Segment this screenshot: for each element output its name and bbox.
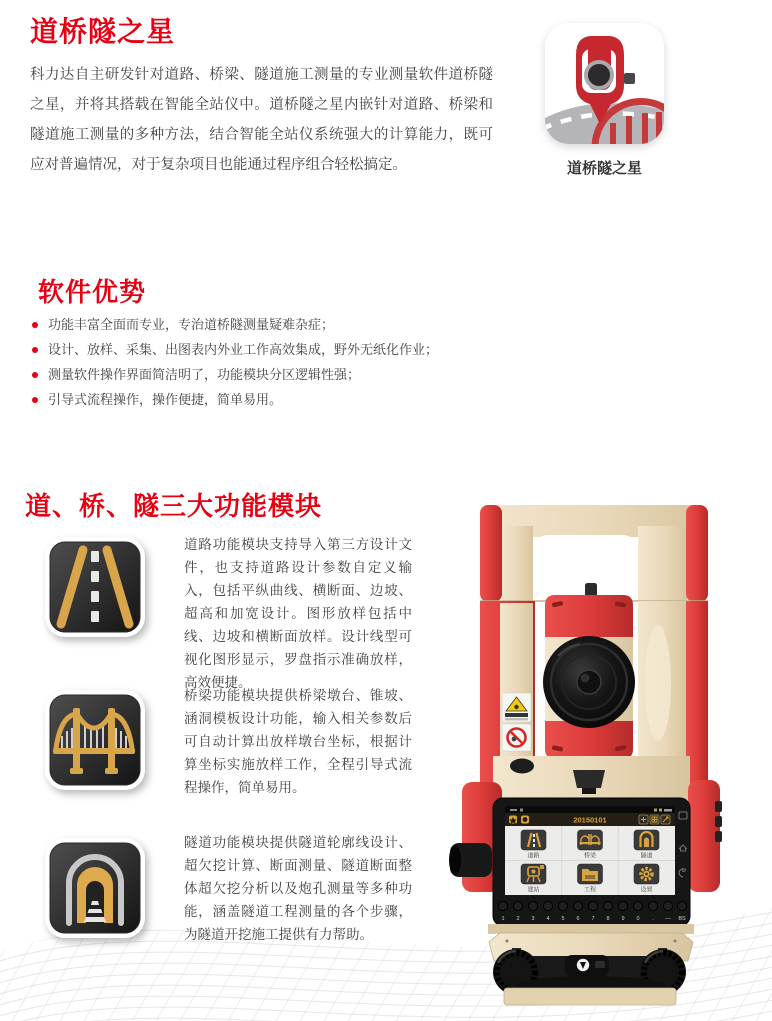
svg-text:BS: BS [678,916,686,922]
svg-text:1: 1 [501,916,505,922]
side-buttons [715,801,722,842]
bridge-module-text: 桥梁功能模块提供桥梁墩台、锥坡、涵洞模板设计功能，输入相关参数后可自动计算出放样墩台坐标，根据计算坐标实施放样工作，全程引导式流程操作，简单易用。 [184,688,412,795]
eyepiece [449,843,492,877]
app-icon-art [545,23,664,144]
laser-warning-label [502,693,531,722]
svg-text:—: — [665,916,671,922]
advantages-title: 软件优势 [38,277,147,307]
page-title: 道桥隧之星 [30,16,176,47]
advantage-text: 测量软件操作界面简洁明了，功能模块分区逻辑性强； [48,367,361,382]
svg-text:桥梁: 桥梁 [583,853,597,860]
svg-text:6: 6 [576,916,580,922]
telescope [543,583,635,759]
app-launcher-icon [545,23,664,144]
tunnel-module-text: 隧道功能模块提供隧道轮廓线设计、超欠挖计算、断面测量、隧道断面整体超欠挖分析以及炮孔测量等多种功能，涵盖隧道工程测量的各个步骤，为隧道开挖施工提供有力帮助。 [184,835,412,942]
app-icon-caption: 道桥隧之星 [566,160,642,177]
advantage-text: 引导式流程操作，操作便捷，简单易用。 [48,392,283,407]
svg-text:工程: 工程 [583,887,597,894]
bullet-dot-icon [32,347,38,353]
bullet-dot-icon [32,322,38,328]
advantage-item [32,368,512,381]
bullet-dot-icon [32,397,38,403]
svg-text:2: 2 [516,916,520,922]
optical-plummet [565,955,609,977]
tunnel-icon [45,838,145,938]
advantage-item [32,393,512,406]
status-bar [505,806,675,813]
svg-text:7: 7 [591,916,595,922]
svg-text:4: 4 [546,916,550,922]
bullet-dot-icon [32,372,38,378]
svg-text:道路: 道路 [527,853,540,860]
road-module-text: 道路功能模块支持导入第三方设计文件，也支持道路设计参数自定义输入，包括平纵曲线、横断面、边坡、超高和加宽设计。图形放样包括中线、边坡和横断面放样。设计线型可视化图形显示，罗盘指示准确放样，高效便捷。 [184,537,412,690]
advantage-item [32,318,512,331]
advantage-text: 设计、放样、采集、出图表内外业工作高效集成，野外无纸化作业； [48,342,439,357]
svg-text:.: . [652,916,654,922]
svg-text:隧道: 隧道 [640,853,653,860]
svg-text:设置: 设置 [640,887,653,894]
objective-lens [543,636,635,728]
svg-text:0: 0 [636,916,640,922]
side-knob [510,759,534,774]
svg-text:8: 8 [606,916,610,922]
svg-text:3: 3 [531,916,535,922]
svg-text:5: 5 [561,916,565,922]
intro-paragraph: 科力达自主研发针对道路、桥梁、隧道施工测量的专业测量软件道桥隧之星，并将其搭载在智能全站仪中。道桥隧之星内嵌针对道路、桥梁和隧道施工测量的多种方法，结合智能全站仪系统强大的计算能力，既可应对普遍情况，对于复杂项目也能通过程序组合轻松搞定。 [30,67,493,173]
prohibition-label [502,724,531,751]
modules-title: 道、桥、隧三大功能模块 [25,491,323,521]
advantages-list [32,318,512,418]
screen-header [505,813,675,826]
svg-text:9: 9 [621,916,625,922]
screen-date: 20150101 [573,815,607,825]
total-station-photo [430,498,772,1010]
advantage-item [32,343,512,356]
road-icon [45,537,145,637]
advantage-text: 功能丰富全面而专业，专治道桥隧测量疑难杂症； [48,317,335,332]
bridge-icon [45,690,145,790]
svg-text:建站: 建站 [527,887,540,894]
tribrach-base [488,924,694,1005]
